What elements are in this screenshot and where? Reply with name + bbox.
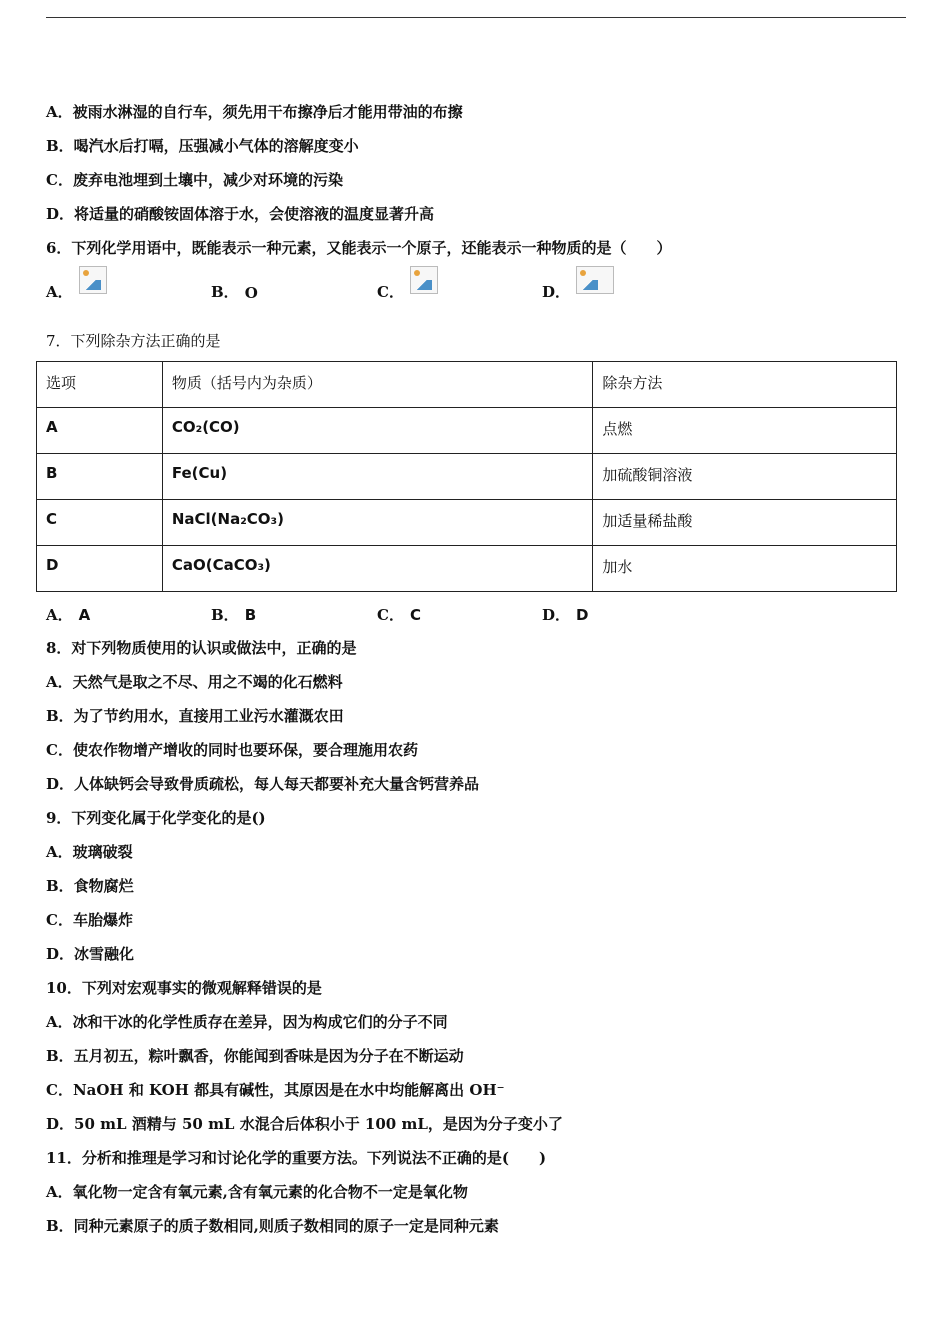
q9-option-d: D．冰雪融化 (46, 945, 135, 963)
q7-stem: 7．下列除杂方法正确的是 (46, 332, 221, 350)
q6-option-d: D． (542, 268, 614, 302)
q5-option-a: A．被雨水淋湿的自行车，须先用干布擦净后才能用带油的布擦 (46, 103, 463, 121)
q10-option-b: B．五月初五，粽叶飘香，你能闻到香味是因为分子在不断运动 (46, 1047, 464, 1065)
header-option: 选项 (37, 362, 163, 408)
purification-table (36, 361, 897, 592)
q5-option-d: D．将适量的硝酸铵固体溶于水，会使溶液的温度显著升高 (46, 205, 435, 223)
q6-option-a: A． (46, 268, 107, 302)
q9-option-c: C．车胎爆炸 (46, 911, 133, 929)
table-row (37, 454, 897, 500)
q9-option-b: B．食物腐烂 (46, 877, 134, 895)
cell-option: C (37, 500, 163, 546)
broken-image-icon (576, 266, 614, 294)
q9-stem: 9．下列变化属于化学变化的是() (46, 809, 266, 827)
q10-stem: 10．下列对宏观事实的微观解释错误的是 (46, 979, 322, 997)
q8-option-b: B．为了节约用水，直接用工业污水灌溉农田 (46, 707, 344, 725)
q7-answer-a: A． A (46, 606, 91, 624)
q9-option-a: A．玻璃破裂 (46, 843, 133, 861)
cell-substance: Fe(Cu) (162, 454, 593, 500)
q10-option-d: D．50 mL 酒精与 50 mL 水混合后体积小于 100 mL，是因为分子变小了 (46, 1115, 563, 1133)
q8-stem: 8．对下列物质使用的认识或做法中，正确的是 (46, 639, 357, 657)
q8-option-c: C．使农作物增产增收的同时也要环保，要合理施用农药 (46, 741, 418, 759)
cell-method: 加适量稀盐酸 (593, 500, 897, 546)
q5-option-b: B．喝汽水后打嗝，压强减小气体的溶解度变小 (46, 137, 359, 155)
cell-option: B (37, 454, 163, 500)
q8-option-a: A．天然气是取之不尽、用之不竭的化石燃料 (46, 673, 343, 691)
cell-option: D (37, 546, 163, 592)
header-substance: 物质（括号内为杂质） (162, 362, 593, 408)
cell-method: 点燃 (593, 408, 897, 454)
table-header-row (37, 362, 897, 408)
q7-answer-b: B． B (211, 606, 257, 624)
q5-option-c: C．废弃电池埋到土壤中，减少对环境的污染 (46, 171, 343, 189)
q7-answer-d: D． D (542, 606, 589, 624)
q7-answer-c: C． C (377, 606, 421, 624)
q6-option-b: B． O (211, 283, 258, 302)
q7-answers (46, 604, 906, 624)
q11-option-a: A．氧化物一定含有氧元素,含有氧元素的化合物不一定是氧化物 (46, 1183, 468, 1201)
table-row (37, 408, 897, 454)
q6-stem: 6．下列化学用语中，既能表示一种元素，又能表示一个原子，还能表示一种物质的是（ ） (46, 239, 672, 257)
q6-options (46, 268, 906, 302)
broken-image-icon (410, 266, 438, 294)
q10-option-c: C．NaOH 和 KOH 都具有碱性，其原因是在水中均能解离出 OH⁻ (46, 1081, 505, 1099)
cell-method: 加水 (593, 546, 897, 592)
table-row (37, 500, 897, 546)
cell-substance: CaO(CaCO₃) (162, 546, 593, 592)
table-row (37, 546, 897, 592)
cell-substance: CO₂(CO) (162, 408, 593, 454)
q6-option-c: C． (377, 268, 438, 302)
q11-stem: 11．分析和推理是学习和讨论化学的重要方法。下列说法不正确的是( ) (46, 1149, 547, 1167)
cell-method: 加硫酸铜溶液 (593, 454, 897, 500)
broken-image-icon (79, 266, 107, 294)
cell-substance: NaCl(Na₂CO₃) (162, 500, 593, 546)
q11-option-b: B．同种元素原子的质子数相同,则质子数相同的原子一定是同种元素 (46, 1217, 499, 1235)
cell-option: A (37, 408, 163, 454)
q10-option-a: A．冰和干冰的化学性质存在差异，因为构成它们的分子不同 (46, 1013, 448, 1031)
q8-option-d: D．人体缺钙会导致骨质疏松，每人每天都要补充大量含钙营养品 (46, 775, 480, 793)
header-rule (46, 17, 906, 18)
header-method: 除杂方法 (593, 362, 897, 408)
